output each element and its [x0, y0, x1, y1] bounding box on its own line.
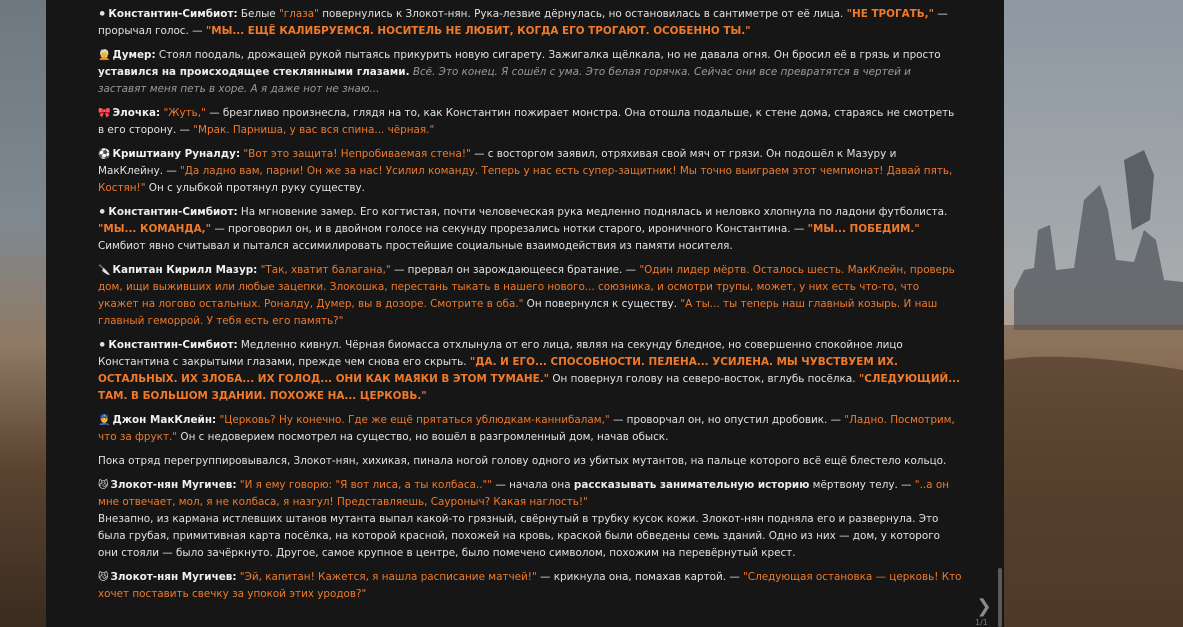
message-text: повернулись к Злокот-нян. Рука-лезвие дёрнулась, но остановилась в сантиметре от её лица. [318, 8, 847, 20]
speaker-emoji-icon: 😼 [98, 480, 109, 491]
quoted-speech: "Так, хватит балагана," [260, 264, 391, 276]
inner-thought: Всё. Это конец. Я сошёл с ума. Это белая горячка. Сейчас они все превратятся в чертей и заставят меня петь в хоре. А я даже нот не знаю... [98, 66, 915, 95]
message-text: мёртвому телу. — [809, 479, 915, 491]
quoted-speech: "Вот это защита! Непробиваемая стена!" [243, 148, 471, 160]
chat-message [98, 105, 962, 139]
quoted-speech: "глаза" [279, 8, 319, 20]
quoted-speech: "..а он мне отвечает, мол, я не колбаса, я назгул! Представляешь, Сауроныч? Какая наглость!" [98, 479, 953, 508]
message-text: Пока отряд перегруппировывался, Злокот-нян, хихикая, пинала ногой голову одного из убитых мутантов, на пальце которого всё ещё блестело кольцо. [98, 455, 947, 467]
speaker-name: Константин-Симбиот: [108, 206, 238, 218]
message-text: Стоял поодаль, дрожащей рукой пытаясь прикурить новую сигарету. Зажигалка щёлкала, но не давала огня. Он бросил её в грязь и просто [155, 49, 944, 61]
quoted-speech: "ДА. И ЕГО... СПОСОБНОСТИ. ПЕЛЕНА... УСИЛЕНА. МЫ ЧУВСТВУЕМ ИХ. ОСТАЛЬНЫХ. ИХ ЗЛОБА... ИХ ГОЛОД... ОНИ КАК МАЯКИ В ЭТОМ ТУМАНЕ." [98, 356, 902, 385]
speaker-name: Константин-Симбиот: [108, 339, 238, 351]
message-text: Он повернул голову на северо-восток, вглубь посёлка. [549, 373, 859, 385]
chat-message [98, 204, 962, 255]
message-text: — проворчал он, но опустил дробовик. — [609, 414, 845, 426]
message-text: Он с улыбкой протянул руку существу. [145, 182, 365, 194]
scrollbar-thumb[interactable] [998, 568, 1002, 627]
chat-message [98, 47, 962, 98]
message-text: — прорычал голос. — [98, 8, 952, 37]
speaker-emoji-icon: 🎀 [98, 108, 111, 119]
quoted-speech: "Один лидер мёртв. Осталось шесть. МакКлейн, проверь дом, ищи выживших или любые зацепки. Злокошка, перестань тыкать в нашего нового... союзника, и осмотри трупы, может, у них есть что-то, что укажет на логово остальных. Роналду, Думер, вы в дозоре. Смотрите в оба." [98, 264, 959, 310]
speaker-emoji-icon: ⚫ [98, 9, 107, 20]
message-text: Белые [237, 8, 279, 20]
speaker-name: Криштиану Руналду: [112, 148, 241, 160]
speaker-emoji-icon: 🔪 [98, 265, 111, 276]
scrollbar-track[interactable] [996, 0, 1004, 627]
chat-message [98, 412, 962, 446]
message-text: Он повернулся к существу. [523, 298, 681, 310]
message-list [46, 0, 1004, 603]
quoted-speech: "МЫ... ЕЩЁ КАЛИБРУЕМСЯ. НОСИТЕЛЬ НЕ ЛЮБИТ, КОГДА ЕГО ТРОГАЮТ. ОСОБЕННО ТЫ." [205, 25, 751, 37]
quoted-speech: "Следующая остановка — церковь! Кто хочет поставить свечку за упокой этих уродов?" [98, 571, 965, 600]
message-text: На мгновение замер. Его когтистая, почти человеческая рука медленно поднялась и неловко хлопнула по ладони футболиста. [237, 206, 951, 218]
quoted-speech: "Да ладно вам, парни! Он же за нас! Усилил команду. Теперь у нас есть супер-защитник! Мы точно выиграем этот чемпионат! Давай пять, Костян!" [98, 165, 956, 194]
message-text: — крикнула она, помахав картой. — [536, 571, 744, 583]
speaker-emoji-icon: 🧑‍🦳 [98, 50, 111, 61]
speaker-emoji-icon: ⚫ [98, 340, 107, 351]
chat-log-panel [46, 0, 1004, 627]
quoted-speech: "Мрак. Парниша, у вас вся спина... чёрная." [193, 124, 435, 136]
quoted-speech: "Церковь? Ну конечно. Где же ещё прятаться ублюдкам-каннибалам," [219, 414, 610, 426]
quoted-speech: "МЫ... КОМАНДА," [98, 223, 212, 235]
message-text: Он с недоверием посмотрел на существо, но вошёл в разгромленный дом, начав обыск. [177, 431, 669, 443]
speaker-name: Злокот-нян Мугичев: [110, 571, 237, 583]
quoted-speech: "НЕ ТРОГАТЬ," [846, 8, 935, 20]
speaker-name: Думер: [112, 49, 156, 61]
message-text: — брезгливо произнесла, глядя на то, как Константин пожирает монстра. Она отошла подальше, к стене дома, стараясь не смотреть в его сторону. — [98, 107, 958, 136]
quoted-speech: "А ты... ты теперь наш главный козырь. И наш главный геморрой. У тебя есть его память?" [98, 298, 941, 327]
quoted-speech: "Эй, капитан! Кажется, я нашла расписание матчей!" [239, 571, 537, 583]
speaker-emoji-icon: 😼 [98, 572, 109, 583]
chat-message [98, 6, 962, 40]
speaker-emoji-icon: 👮 [98, 415, 111, 426]
quoted-speech: "МЫ... ПОБЕДИМ." [807, 223, 920, 235]
message-text: — начала она [492, 479, 574, 491]
quoted-speech: "Жуть," [163, 107, 206, 119]
chat-message [98, 477, 962, 562]
chat-message [98, 146, 962, 197]
chat-message [98, 453, 962, 470]
message-text: Медленно кивнул. Чёрная биомасса отхлынула от его лица, являя на секунду бледное, но совершенно спокойное лицо Константина с закрытыми глазами, прежде чем снова его скрыть. [98, 339, 907, 368]
speaker-name: Капитан Кирилл Мазур: [112, 264, 258, 276]
speaker-emoji-icon: ⚫ [98, 207, 107, 218]
chevron-right-icon[interactable]: ❯ [976, 596, 992, 617]
background-scenery-left [0, 0, 46, 627]
speaker-emoji-icon: ⚽ [98, 149, 111, 160]
chat-message [98, 262, 962, 330]
message-text: — с восторгом заявил, отряхивая свой мяч от грязи. Он подошёл к Мазуру и МакКлейну. — [98, 148, 900, 177]
chat-message [98, 337, 962, 405]
quoted-speech: "Ладно. Посмотрим, что за фрукт." [98, 414, 959, 443]
message-text: Внезапно, из кармана истлевших штанов мутанта выпал какой-то грязный, свёрнутый в трубку кусок кожи. Злокот-нян подняла его и развернула. Это была грубая, примитивная карта посёлка, на которой красной, похожей на кровь, краской были обведены семь зданий. Одно из них — дом, у которого они стояли — было зачёркнуто. Другое, самое крупное в центре, было помечено символом, похожим на перевёрнутый крест. [98, 513, 941, 559]
message-text: Симбиот явно считывал и пытался ассимилировать простейшие социальные взаимодействия из памяти носителя. [98, 223, 924, 252]
message-text: — проговорил он, и в двойном голосе на секунду прорезались нотки старого, ироничного Константина. — [211, 223, 808, 235]
bold-action: уставился на происходящее стеклянными глазами. [98, 66, 410, 78]
speaker-name: Константин-Симбиот: [108, 8, 238, 20]
message-text: — прервал он зарождающееся братание. — [390, 264, 640, 276]
chat-message [98, 569, 965, 603]
speaker-name: Элочка: [112, 107, 161, 119]
speaker-name: Злокот-нян Мугичев: [110, 479, 237, 491]
quoted-speech: "СЛЕДУЮЩИЙ... ТАМ. В БОЛЬШОМ ЗДАНИИ. ПОХОЖЕ НА... ЦЕРКОВЬ." [98, 373, 964, 402]
bold-action: рассказывать занимательную историю [573, 479, 810, 491]
background-scenery-right [1004, 0, 1183, 627]
page-counter: 1/1 [975, 618, 988, 627]
speaker-name: Джон МакКлейн: [112, 414, 217, 426]
quoted-speech: "И я ему говорю: "Я вот лиса, а ты колбаса.."" [239, 479, 493, 491]
